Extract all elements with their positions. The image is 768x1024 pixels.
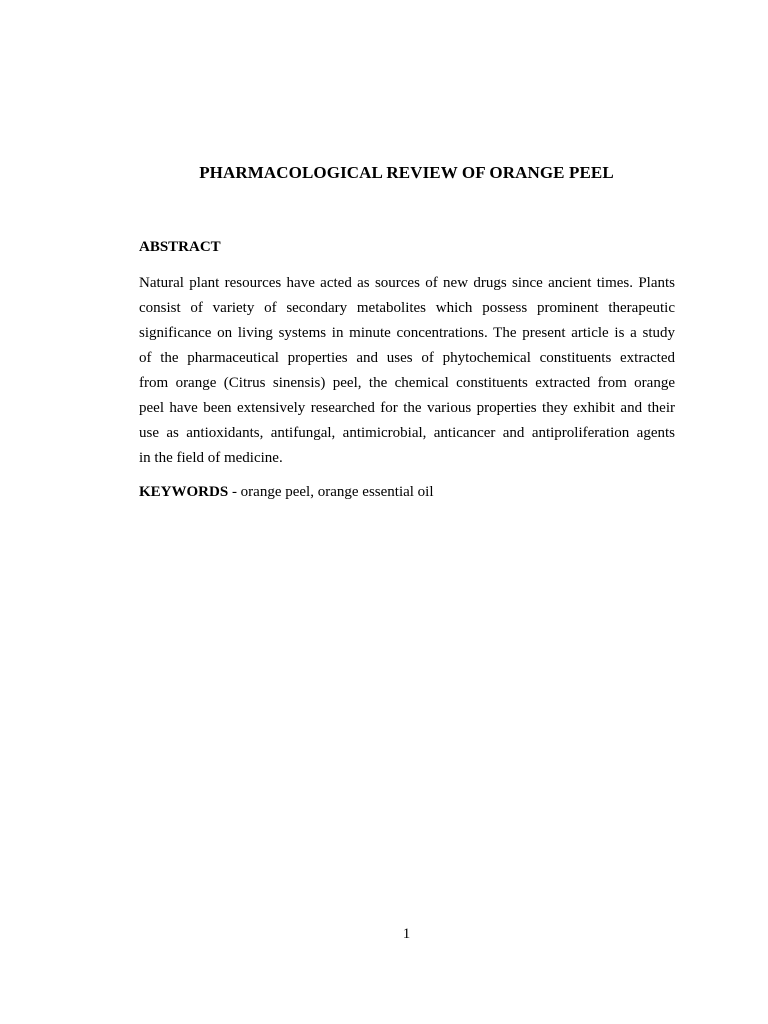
keywords-text: - orange peel, orange essential oil xyxy=(228,484,434,500)
abstract-line: of the pharmaceutical properties and uses of phytochemical constituents extracted xyxy=(139,350,675,366)
abstract-line: from orange (Citrus sinensis) peel, the chemical constituents extracted from orange xyxy=(139,375,675,391)
abstract-line: consist of variety of secondary metabolites which possess prominent therapeutic xyxy=(139,300,675,316)
abstract-line: use as antioxidants, antifungal, antimicrobial, anticancer and antiproliferation agents xyxy=(139,425,675,441)
abstract-line: in the field of medicine. xyxy=(139,450,283,466)
abstract-heading: ABSTRACT xyxy=(139,239,221,255)
paper-title: PHARMACOLOGICAL REVIEW OF ORANGE PEEL xyxy=(199,163,614,182)
abstract-line: peel have been extensively researched for the various properties they exhibit and their xyxy=(139,400,675,416)
abstract-line: significance on living systems in minute concentrations. The present article is a study xyxy=(139,325,675,341)
keywords-label: KEYWORDS xyxy=(139,484,229,500)
abstract-body xyxy=(139,271,675,471)
page-number: 1 xyxy=(402,926,411,942)
keywords-line xyxy=(139,484,434,501)
abstract-line: Natural plant resources have acted as sources of new drugs since ancient times. Plants xyxy=(139,275,675,291)
